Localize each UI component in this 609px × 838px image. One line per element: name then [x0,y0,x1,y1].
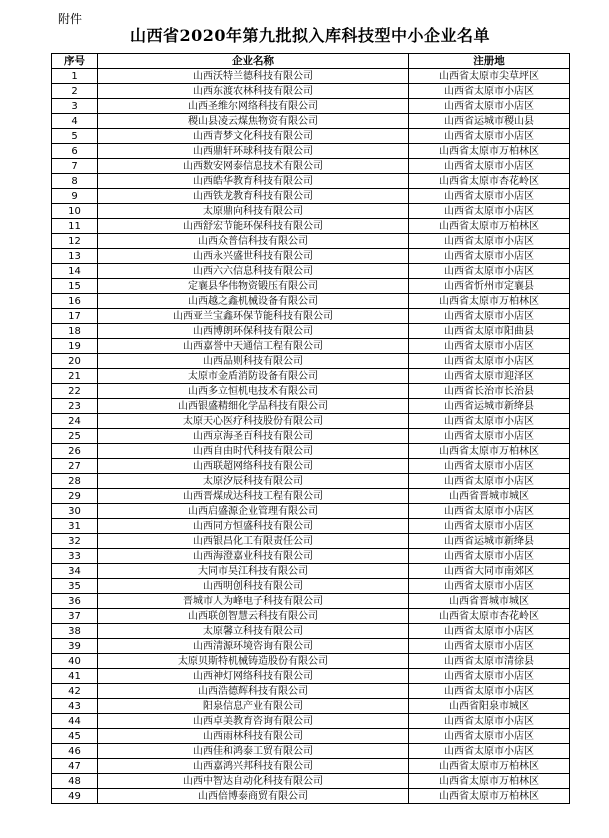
cell-company-name: 山西博朗环保科技有限公司 [98,324,409,339]
table-row [52,69,570,84]
cell-registered-place: 山西省太原市尖草坪区 [409,69,570,84]
cell-company-name: 山西多立恒机电技术有限公司 [98,384,409,399]
cell-serial-number: 2 [52,84,98,99]
table-row [52,234,570,249]
cell-serial-number: 48 [52,774,98,789]
cell-company-name: 山西数安网泰信息技术有限公司 [98,159,409,174]
cell-registered-place: 山西省长治市长治县 [409,384,570,399]
cell-company-name: 山西圣维尔网络科技有限公司 [98,99,409,114]
table-row [52,384,570,399]
cell-registered-place: 山西省晋城市城区 [409,489,570,504]
cell-registered-place: 山西省太原市小店区 [409,459,570,474]
cell-company-name: 山西联创智慧云科技有限公司 [98,609,409,624]
cell-registered-place: 山西省太原市小店区 [409,519,570,534]
cell-company-name: 山西银盛精细化学品科技有限公司 [98,399,409,414]
cell-company-name: 山西启盛源企业管理有限公司 [98,504,409,519]
cell-registered-place: 山西省太原市小店区 [409,99,570,114]
cell-company-name: 山西联超网络科技有限公司 [98,459,409,474]
cell-registered-place: 山西省太原市小店区 [409,84,570,99]
cell-company-name: 山西品则科技有限公司 [98,354,409,369]
table-row [52,684,570,699]
cell-company-name: 山西六六信息科技有限公司 [98,264,409,279]
cell-company-name: 山西鼎轩环球科技有限公司 [98,144,409,159]
cell-registered-place: 山西省太原市小店区 [409,729,570,744]
cell-registered-place: 山西省太原市万柏林区 [409,774,570,789]
table-row [52,609,570,624]
cell-serial-number: 4 [52,114,98,129]
cell-registered-place: 山西省运城市新绛县 [409,534,570,549]
cell-serial-number: 18 [52,324,98,339]
cell-serial-number: 5 [52,129,98,144]
cell-company-name: 山西越之鑫机械设备有限公司 [98,294,409,309]
cell-registered-place: 山西省太原市万柏林区 [409,294,570,309]
cell-registered-place: 山西省太原市万柏林区 [409,789,570,804]
cell-registered-place: 山西省太原市小店区 [409,249,570,264]
cell-serial-number: 12 [52,234,98,249]
cell-company-name: 山西同方恒盛科技有限公司 [98,519,409,534]
cell-registered-place: 山西省太原市小店区 [409,429,570,444]
cell-registered-place: 山西省晋城市城区 [409,594,570,609]
cell-registered-place: 山西省太原市万柏林区 [409,759,570,774]
table-row [52,279,570,294]
cell-registered-place: 山西省太原市小店区 [409,414,570,429]
cell-registered-place: 山西省太原市小店区 [409,669,570,684]
cell-serial-number: 49 [52,789,98,804]
table-row [52,249,570,264]
table-row [52,129,570,144]
cell-registered-place: 山西省太原市小店区 [409,264,570,279]
cell-serial-number: 20 [52,354,98,369]
table-row [52,549,570,564]
table-row [52,309,570,324]
cell-company-name: 太原天心医疗科技股份有限公司 [98,414,409,429]
cell-company-name: 大同市昊江科技有限公司 [98,564,409,579]
table-row [52,534,570,549]
header-company-name: 企业名称 [98,54,409,69]
cell-serial-number: 38 [52,624,98,639]
cell-company-name: 山西海澄嘉业科技有限公司 [98,549,409,564]
enterprise-list-table [51,53,570,804]
table-row [52,339,570,354]
table-row [52,264,570,279]
table-row [52,654,570,669]
cell-serial-number: 27 [52,459,98,474]
cell-serial-number: 37 [52,609,98,624]
cell-company-name: 太原贝斯特机械铸造股份有限公司 [98,654,409,669]
table-row [52,324,570,339]
cell-company-name: 山西亚兰宝鑫环保节能科技有限公司 [98,309,409,324]
cell-registered-place: 山西省阳泉市城区 [409,699,570,714]
cell-serial-number: 7 [52,159,98,174]
cell-serial-number: 15 [52,279,98,294]
cell-registered-place: 山西省太原市小店区 [409,339,570,354]
cell-company-name: 阳泉信息产业有限公司 [98,699,409,714]
cell-company-name: 山西晋煤成达科技工程有限公司 [98,489,409,504]
cell-company-name: 定襄县华伟物资锻压有限公司 [98,279,409,294]
cell-company-name: 山西佳和鸿泰工贸有限公司 [98,744,409,759]
cell-company-name: 山西皓华教育科技有限公司 [98,174,409,189]
cell-serial-number: 26 [52,444,98,459]
cell-company-name: 山西清源环境咨询有限公司 [98,639,409,654]
table-row [52,639,570,654]
cell-company-name: 山西舒宏节能环保科技有限公司 [98,219,409,234]
cell-serial-number: 29 [52,489,98,504]
cell-serial-number: 21 [52,369,98,384]
cell-serial-number: 47 [52,759,98,774]
cell-serial-number: 44 [52,714,98,729]
table-row [52,429,570,444]
cell-registered-place: 山西省大同市南郊区 [409,564,570,579]
cell-company-name: 山西银昌化工有限责任公司 [98,534,409,549]
table-row [52,594,570,609]
table-row [52,489,570,504]
cell-serial-number: 45 [52,729,98,744]
cell-serial-number: 3 [52,99,98,114]
cell-registered-place: 山西省太原市小店区 [409,204,570,219]
attachment-label: 附件 [58,12,83,26]
cell-serial-number: 8 [52,174,98,189]
cell-serial-number: 31 [52,519,98,534]
cell-company-name: 山西永兴盛世科技有限公司 [98,249,409,264]
cell-registered-place: 山西省运城市稷山县 [409,114,570,129]
table-row [52,159,570,174]
cell-serial-number: 23 [52,399,98,414]
cell-company-name: 晋城市人为峰电子科技有限公司 [98,594,409,609]
table-row [52,189,570,204]
table-header-row [52,54,570,69]
table-row [52,99,570,114]
table-row [52,519,570,534]
cell-registered-place: 山西省忻州市定襄县 [409,279,570,294]
cell-serial-number: 24 [52,414,98,429]
table-row [52,369,570,384]
cell-company-name: 稷山县凌云煤焦物资有限公司 [98,114,409,129]
cell-serial-number: 41 [52,669,98,684]
cell-registered-place: 山西省太原市小店区 [409,549,570,564]
cell-serial-number: 9 [52,189,98,204]
cell-serial-number: 17 [52,309,98,324]
cell-company-name: 山西青梦文化科技有限公司 [98,129,409,144]
cell-serial-number: 39 [52,639,98,654]
table-row [52,699,570,714]
cell-serial-number: 42 [52,684,98,699]
table-row [52,759,570,774]
cell-registered-place: 山西省太原市万柏林区 [409,444,570,459]
cell-serial-number: 32 [52,534,98,549]
cell-registered-place: 山西省太原市小店区 [409,684,570,699]
cell-company-name: 山西嘉鸿兴邦科技有限公司 [98,759,409,774]
table-row [52,789,570,804]
cell-company-name: 山西神灯网络科技有限公司 [98,669,409,684]
cell-registered-place: 山西省太原市清徐县 [409,654,570,669]
table-body [52,69,570,804]
cell-company-name: 太原汐辰科技有限公司 [98,474,409,489]
header-registered-place: 注册地 [409,54,570,69]
cell-company-name: 太原鼎向科技有限公司 [98,204,409,219]
cell-serial-number: 40 [52,654,98,669]
cell-registered-place: 山西省太原市小店区 [409,714,570,729]
cell-company-name: 山西铁龙教育科技有限公司 [98,189,409,204]
cell-serial-number: 16 [52,294,98,309]
table-row [52,444,570,459]
cell-registered-place: 山西省太原市万柏林区 [409,144,570,159]
cell-serial-number: 6 [52,144,98,159]
table-row [52,114,570,129]
cell-company-name: 山西雨林科技有限公司 [98,729,409,744]
cell-serial-number: 14 [52,264,98,279]
document-title: 山西省2020年第九批拟入库科技型中小企业名单 [129,26,491,45]
table-row [52,459,570,474]
table-row [52,504,570,519]
cell-company-name: 山西自由时代科技有限公司 [98,444,409,459]
cell-serial-number: 25 [52,429,98,444]
cell-serial-number: 34 [52,564,98,579]
table-row [52,219,570,234]
cell-registered-place: 山西省太原市小店区 [409,159,570,174]
cell-serial-number: 33 [52,549,98,564]
cell-company-name: 山西卓美教育咨询有限公司 [98,714,409,729]
cell-company-name: 山西中智达自动化科技有限公司 [98,774,409,789]
cell-serial-number: 43 [52,699,98,714]
cell-company-name: 山西浩德辉科技有限公司 [98,684,409,699]
table-row [52,84,570,99]
table-row [52,564,570,579]
table-row [52,414,570,429]
cell-company-name: 山西嘉誉中天通信工程有限公司 [98,339,409,354]
cell-company-name: 太原市金盾消防设备有限公司 [98,369,409,384]
table-row [52,144,570,159]
cell-serial-number: 46 [52,744,98,759]
cell-serial-number: 30 [52,504,98,519]
table-row [52,474,570,489]
table-row [52,294,570,309]
table-row [52,204,570,219]
cell-registered-place: 山西省太原市小店区 [409,624,570,639]
cell-company-name: 山西明创科技有限公司 [98,579,409,594]
table-row [52,624,570,639]
cell-serial-number: 11 [52,219,98,234]
cell-registered-place: 山西省太原市阳曲县 [409,324,570,339]
cell-serial-number: 35 [52,579,98,594]
cell-registered-place: 山西省太原市迎泽区 [409,369,570,384]
cell-registered-place: 山西省太原市小店区 [409,504,570,519]
table-row [52,354,570,369]
cell-registered-place: 山西省太原市小店区 [409,309,570,324]
cell-registered-place: 山西省太原市小店区 [409,579,570,594]
cell-company-name: 山西东渡农林科技有限公司 [98,84,409,99]
cell-company-name: 山西沃特兰德科技有限公司 [98,69,409,84]
cell-company-name: 山西京海圣百科技有限公司 [98,429,409,444]
cell-registered-place: 山西省太原市杏花岭区 [409,174,570,189]
cell-registered-place: 山西省太原市小店区 [409,189,570,204]
cell-serial-number: 13 [52,249,98,264]
cell-registered-place: 山西省太原市小店区 [409,354,570,369]
cell-registered-place: 山西省太原市小店区 [409,234,570,249]
table-row [52,579,570,594]
table-row [52,669,570,684]
cell-serial-number: 10 [52,204,98,219]
cell-registered-place: 山西省太原市小店区 [409,129,570,144]
cell-registered-place: 山西省运城市新绛县 [409,399,570,414]
cell-registered-place: 山西省太原市小店区 [409,639,570,654]
cell-registered-place: 山西省太原市万柏林区 [409,219,570,234]
cell-registered-place: 山西省太原市小店区 [409,474,570,489]
table-row [52,729,570,744]
cell-company-name: 山西倍博泰商贸有限公司 [98,789,409,804]
cell-serial-number: 22 [52,384,98,399]
cell-company-name: 太原馨立科技有限公司 [98,624,409,639]
table-row [52,174,570,189]
cell-serial-number: 36 [52,594,98,609]
table-row [52,774,570,789]
header-serial-number: 序号 [52,54,98,69]
cell-registered-place: 山西省太原市小店区 [409,744,570,759]
table-row [52,714,570,729]
table-row [52,744,570,759]
cell-registered-place: 山西省太原市杏花岭区 [409,609,570,624]
table-row [52,399,570,414]
cell-serial-number: 1 [52,69,98,84]
cell-serial-number: 28 [52,474,98,489]
cell-company-name: 山西众普信科技有限公司 [98,234,409,249]
cell-serial-number: 19 [52,339,98,354]
